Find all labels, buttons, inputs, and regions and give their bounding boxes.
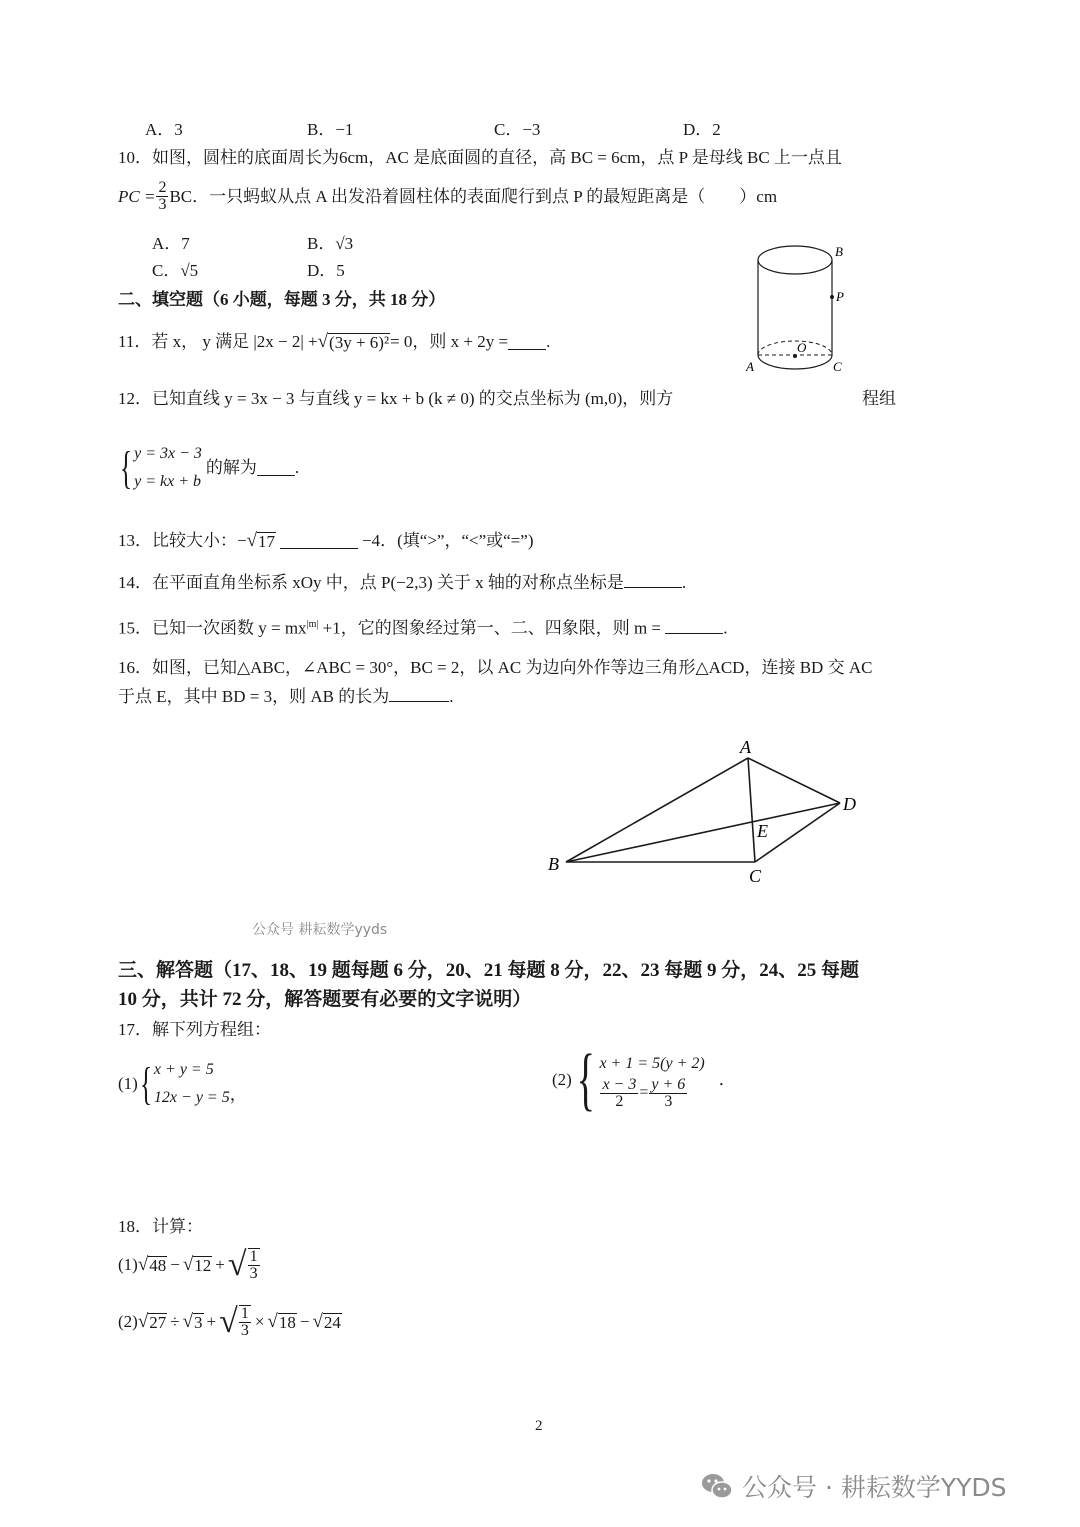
q11-prefix: 11．若 x， y 满足 |2x − 2| + <box>118 332 318 351</box>
sqrt-sign: √ <box>227 1246 247 1283</box>
q15 <box>118 614 728 640</box>
q17-p1-label: (1) <box>118 1074 138 1093</box>
section3-title-line2: 10 分，共计 72 分，解答题要有必要的文字说明） <box>118 989 532 1010</box>
q13-prefix: 13．比较大小：− <box>118 531 247 550</box>
cylinder-top-ellipse <box>758 246 832 274</box>
label-c: C <box>749 866 762 886</box>
sqrt-sign: √ <box>317 331 329 352</box>
q18-p2-s3: 18 <box>278 1312 296 1332</box>
point-p <box>830 295 834 299</box>
q18-p2-s2: 3 <box>194 1312 203 1332</box>
triangle-figure <box>530 730 870 890</box>
section3-title-line1: 三、解答题（17、18、19 题每题 6 分，20、21 每题 8 分，22、23 每题 9 分，24、25 每题 <box>118 960 860 981</box>
q15-prefix: 15．已知一次函数 y = mx <box>118 618 307 638</box>
q17-p2-f1-num: x − 3 <box>602 1075 637 1093</box>
q18-p1-frac-den: 3 <box>249 1265 258 1282</box>
q17-p2-eq-sign: = <box>639 1084 649 1101</box>
q18-p1-op1: − <box>170 1255 180 1274</box>
segment-ac <box>748 758 755 862</box>
q9-option-c: C．−3 <box>494 120 541 139</box>
q10-frac-den: 3 <box>158 196 167 213</box>
q10-option-a: A．7 <box>152 234 190 253</box>
q17-part1 <box>118 1056 247 1112</box>
q15-suffix: +1，它的图象经过第一、二、四象限，则 m = <box>318 618 666 638</box>
label-c: C <box>833 359 842 374</box>
q13-sqrt-body: 17 <box>258 531 276 551</box>
sqrt-sign: √ <box>137 1311 149 1332</box>
q18-p1-op2: + <box>215 1255 225 1274</box>
q15-exponent: |m| <box>306 619 319 630</box>
q13-answer-blank[interactable] <box>280 534 358 549</box>
q17-p1-end: ， <box>229 1085 247 1104</box>
brace-icon: { <box>576 1041 595 1118</box>
q9-option-d: D．2 <box>683 120 721 139</box>
q18-part2 <box>118 1305 342 1339</box>
q18-title: 18．计算： <box>118 1217 203 1236</box>
sqrt-sign: √ <box>219 1303 238 1340</box>
q17-p2-frac2 <box>649 1077 687 1110</box>
q10-line2-rest: BC．一只蚂蚁从点 A 出发沿着圆柱体的表面爬行到点 P 的最短距离是（ ）cm <box>169 186 778 206</box>
sqrt-sign: √ <box>246 530 258 551</box>
q12-suffix: 的解为 <box>205 458 257 477</box>
q16-end: . <box>449 687 454 706</box>
q14-text: 14．在平面直角坐标系 xOy 中，点 P(−2,3) 关于 x 轴的对称点坐标是 <box>118 573 624 592</box>
q11-answer-blank[interactable] <box>508 335 546 350</box>
label-b: B <box>548 854 559 874</box>
footer-watermark <box>700 1468 1007 1504</box>
segment-ad <box>748 758 840 803</box>
q12-line1-tail: 程组 <box>862 389 896 408</box>
q15-answer-blank[interactable] <box>665 619 723 634</box>
q10-fraction <box>156 180 168 213</box>
sqrt-sign: √ <box>137 1254 149 1275</box>
q16-line2: 于点 E，其中 BD = 3，则 AB 的长为 <box>118 687 390 706</box>
sqrt-sign: √ <box>312 1311 323 1332</box>
q18-p2-label: (2) <box>118 1312 138 1331</box>
q10-option-b: B．√3 <box>307 234 354 253</box>
q16-line1: 16．如图，已知△ABC，∠ABC = 30°，BC = 2，以 AC 为边向外作等边三角形△ACD，连接 BD 交 AC <box>118 658 873 677</box>
q17-p1-system <box>138 1056 230 1112</box>
q12-eq2: y = kx + b <box>134 473 201 490</box>
label-a: A <box>740 737 751 757</box>
watermark-mid: 公众号 耕耘数学yyds <box>252 922 388 938</box>
q10-line1: 10．如图，圆柱的底面周长为6cm，AC 是底面圆的直径，高 BC = 6cm，点 P 是母线 BC 上一点且 <box>118 148 842 167</box>
label-a: A <box>746 359 754 374</box>
q11-sqrt-body: (3y + 6)² <box>329 332 390 352</box>
q17-p2-label: (2) <box>552 1070 572 1089</box>
q10-line2 <box>118 180 777 213</box>
label-e: E <box>757 821 768 841</box>
q18-p2-frac-num: 1 <box>240 1305 249 1322</box>
wechat-icon <box>700 1471 734 1501</box>
label-d: D <box>843 794 856 814</box>
q18-p2-op2: + <box>206 1312 217 1331</box>
q14 <box>118 572 686 594</box>
q18-p2-op1: ÷ <box>170 1312 180 1331</box>
q11-suffix: = 0，则 x + 2y = <box>390 332 509 351</box>
q9-option-b: B．−1 <box>307 120 354 139</box>
q17-part2 <box>552 1041 736 1118</box>
sqrt-sign: √ <box>267 1311 278 1332</box>
q16-answer-blank[interactable] <box>389 687 449 702</box>
cylinder-bottom-back <box>758 341 832 355</box>
q18-p1-s1: 48 <box>149 1255 167 1275</box>
brace-icon: { <box>119 442 133 493</box>
q18-p1-frac <box>248 1248 260 1282</box>
q18-p1-s2: 12 <box>194 1255 212 1275</box>
q18-p2-frac-den: 3 <box>240 1322 249 1339</box>
page-number: 2 <box>535 1418 543 1434</box>
q12-end: . <box>294 458 300 477</box>
q18-p2-op3: × <box>254 1312 265 1331</box>
q10-option-c: C．√5 <box>152 261 199 280</box>
q12-system <box>118 440 299 496</box>
q17-p1-eq1: x + y = 5 <box>153 1061 214 1078</box>
footer-watermark-text: 公众号 · 耕耘数学YYDS <box>742 1473 1007 1502</box>
q17-p1-eq2: 12x − y = 5 <box>153 1089 230 1106</box>
q13 <box>118 530 533 552</box>
q17-p2-system <box>572 1041 705 1118</box>
label-o: O <box>797 340 807 355</box>
q17-p2-f2-den: 3 <box>664 1092 673 1110</box>
q18-p1-label: (1) <box>118 1255 138 1274</box>
q12-equation-system <box>118 440 202 496</box>
q17-p2-end: ． <box>718 1070 736 1089</box>
q11 <box>118 331 550 353</box>
q14-end: . <box>681 573 687 592</box>
q18-p2-op4: − <box>299 1312 310 1331</box>
q18-p2-s4: 24 <box>323 1312 341 1332</box>
q9-option-a: A．3 <box>145 120 183 139</box>
q10-option-d: D．5 <box>307 261 345 280</box>
segment-ab <box>566 758 748 862</box>
q17-title: 17．解下列方程组： <box>118 1020 271 1039</box>
cylinder-figure <box>745 238 855 378</box>
q17-p2-f1-den: 2 <box>615 1092 624 1110</box>
section2-title: 二、填空题（6 小题，每题 3 分，共 18 分） <box>118 290 446 309</box>
q14-answer-blank[interactable] <box>624 573 682 588</box>
q12-line1: 12．已知直线 y = 3x − 3 与直线 y = kx + b (k ≠ 0) 的交点坐标为 (m,0)，则方 <box>118 389 674 408</box>
q13-suffix: −4．(填“>”，“<”或“=”) <box>362 531 534 550</box>
q12-eq1: y = 3x − 3 <box>134 445 202 462</box>
q10-pc-eq: PC = <box>118 186 156 206</box>
q12-answer-blank[interactable] <box>257 461 295 476</box>
q17-p2-f2-num: y + 6 <box>651 1075 686 1093</box>
q17-p2-frac1 <box>600 1077 638 1110</box>
q18-part1 <box>118 1248 261 1282</box>
q10-frac-num: 2 <box>158 179 167 196</box>
q11-end: . <box>546 332 551 351</box>
q18-p2-s1: 27 <box>149 1312 167 1332</box>
sqrt-sign: √ <box>182 1254 194 1275</box>
q18-p1-frac-num: 1 <box>249 1248 258 1265</box>
q18-p2-frac <box>239 1305 251 1339</box>
q15-end: . <box>723 618 728 638</box>
brace-icon: { <box>139 1058 152 1109</box>
q16-line2-wrap <box>118 686 453 708</box>
label-b: B <box>835 244 843 259</box>
label-p: P <box>836 289 844 304</box>
q17-p2-eq1: x + 1 = 5(y + 2) <box>599 1054 705 1072</box>
sqrt-sign: √ <box>182 1311 194 1332</box>
